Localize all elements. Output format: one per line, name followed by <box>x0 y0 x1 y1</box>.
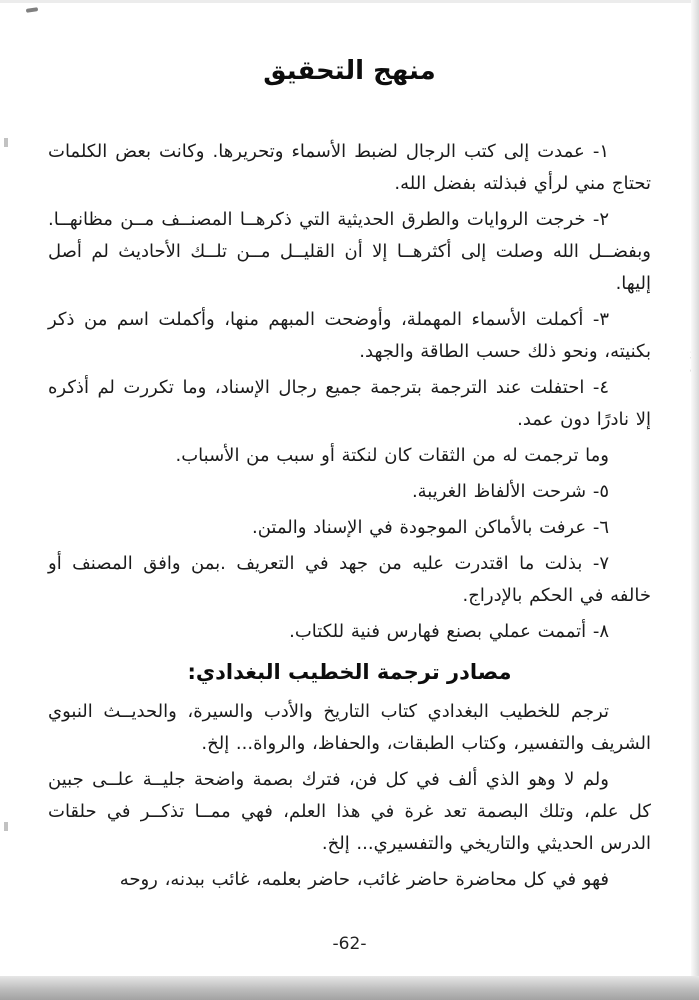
page-number: -62- <box>332 934 367 954</box>
scan-edge-bottom <box>0 976 699 1000</box>
scan-artifact <box>4 822 8 831</box>
scan-edge-top <box>0 0 699 3</box>
method-item-6: ٦- عرفت بالأماكن الموجودة في الإسناد والمتن. <box>252 517 609 538</box>
method-item-4: ٤- احتفلت عند الترجمة بترجمة جميع رجال الإسناد، وما تكررت لم أذكره إلا نادرًا دون عمد. <box>48 377 651 430</box>
sources-paragraph-3: فهو في كل محاضرة حاضر غائب، حاضر بعلمه، غائب ببدنه، روحه <box>119 869 609 890</box>
sources-paragraph-1: ترجم للخطيب البغدادي كتاب التاريخ والأدب والسيرة، والحديــث النبوي الشريف والتفسير، وكتاب الطبقات، والحفاظ، والرواة... إلخ. <box>48 701 651 754</box>
method-item-3: ٣- أكملت الأسماء المهملة، وأوضحت المبهم منها، وأكملت اسم من ذكر بكنيته، ونحو ذلك حسب الطاقة والجهد. <box>48 309 651 362</box>
page-title: منهج التحقيق <box>263 56 436 86</box>
method-item-4-note: وما ترجمت له من الثقات كان لنكتة أو سبب من الأسباب. <box>175 445 609 466</box>
method-item-1: ١- عمدت إلى كتب الرجال لضبط الأسماء وتحريرها. وكانت بعض الكلمات تحتاج مني لرأي فبذلته بفضل الله. <box>48 141 651 194</box>
scan-edge-right <box>691 0 699 1000</box>
method-item-7: ٧- بذلت ما اقتدرت عليه من جهد في التعريف .بمن وافق المصنف أو خالفه في الحكم بالإدراج. <box>48 553 651 606</box>
section-heading: مصادر ترجمة الخطيب البغدادي: <box>187 660 512 684</box>
method-item-8: ٨- أتممت عملي بصنع فهارس فنية للكتاب. <box>289 621 609 642</box>
method-item-2: ٢- خرجت الروايات والطرق الحديثية التي ذكرهــا المصنــف مــن مظانهــا. وبفضــل الله وصلت إلى أكثرهــا إلا أن القليــل مــن تلــك الأحاديث لم أصل إليها. <box>48 209 651 294</box>
method-item-5: ٥- شرحت الألفاظ الغريبة. <box>411 481 609 502</box>
sources-paragraph-2: ولم لا وهو الذي ألف في كل فن، فترك بصمة واضحة جليــة علــى جبين كل علم، وتلك البصمة تعد غرة في هذا العلم، فهي ممــا تذكــر في حلقات الدرس الحديثي والتاريخي والتفسيري... إلخ. <box>48 769 651 854</box>
scan-artifact <box>4 138 8 147</box>
